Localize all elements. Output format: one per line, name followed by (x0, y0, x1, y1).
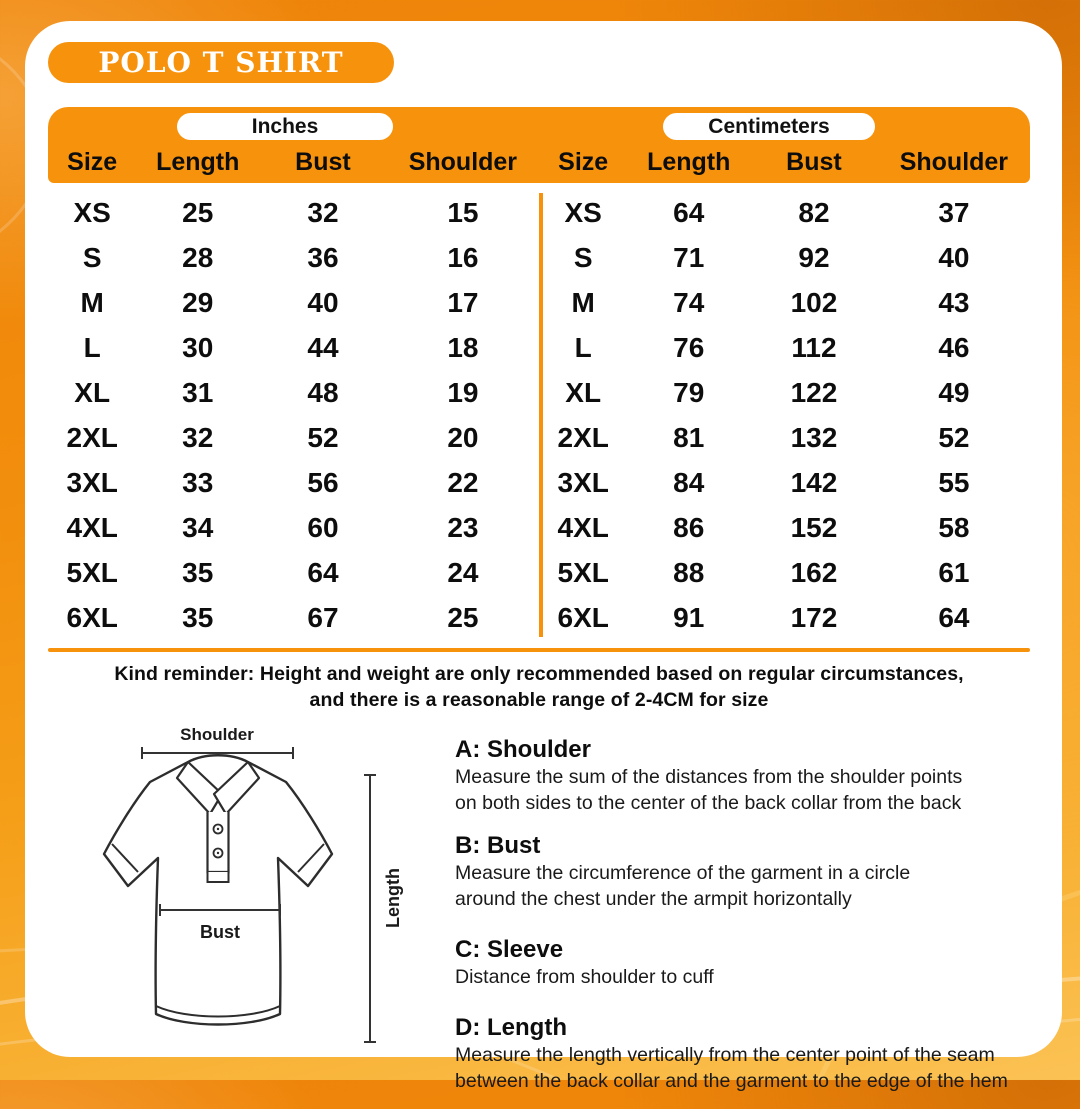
polo-measurement-diagram (70, 722, 410, 1052)
column-header-shoulder: Shoulder (899, 147, 1009, 176)
table-cell: L (83, 331, 101, 363)
table-row (48, 235, 539, 280)
table-cell: 88 (673, 556, 705, 588)
page-title: POLO T SHIRT (98, 46, 344, 79)
table-cell: L (574, 331, 592, 363)
content-card (25, 21, 1062, 1092)
table-cell: 29 (182, 286, 214, 318)
table-row (539, 505, 1030, 550)
table-header-band (48, 107, 1030, 183)
column-header-bust: Bust (786, 147, 842, 176)
reminder-note (48, 661, 1030, 713)
table-cell: 52 (938, 421, 970, 453)
table-cell: 48 (307, 376, 339, 408)
table-cell: 84 (673, 466, 705, 498)
table-cell: 35 (182, 601, 214, 633)
table-cell: 34 (182, 511, 214, 543)
section-rule (48, 648, 1030, 652)
table-cell: 19 (447, 376, 479, 408)
guide-text-line: between the back collar and the garment to the edge of the hem (455, 1070, 1008, 1092)
table-row (539, 325, 1030, 370)
table-cell: 32 (307, 196, 339, 228)
inches-table (48, 190, 539, 640)
button-hole (217, 828, 219, 830)
table-cell: 60 (307, 511, 339, 543)
table-cell: 16 (447, 241, 479, 273)
table-cell: 24 (447, 556, 479, 588)
table-cell: 4XL (557, 511, 609, 543)
length-label: Length (383, 868, 403, 928)
column-header-row (48, 143, 1030, 181)
table-cell: XL (565, 376, 602, 408)
table-cell: 172 (790, 601, 838, 633)
guide-text-line: Measure the sum of the distances from the shoulder points (455, 766, 963, 788)
table-cell: 122 (790, 376, 838, 408)
table-row (539, 550, 1030, 595)
table-cell: 23 (447, 511, 479, 543)
guide-length (455, 1013, 1055, 1094)
column-header-shoulder: Shoulder (408, 147, 518, 176)
guide-heading: B: Bust (455, 832, 541, 859)
guide-text-line: Distance from shoulder to cuff (455, 966, 714, 988)
column-header-length: Length (647, 147, 731, 176)
table-row (539, 280, 1030, 325)
table-cell: 49 (938, 376, 970, 408)
table-cell: S (82, 241, 102, 273)
table-row (539, 415, 1030, 460)
table-row (48, 460, 539, 505)
guide-text-line: around the chest under the armpit horizontally (455, 888, 852, 910)
table-cell: 3XL (557, 466, 609, 498)
table-cell: S (573, 241, 593, 273)
table-row (539, 235, 1030, 280)
title-badge (48, 42, 394, 83)
guide-shoulder (455, 735, 1055, 816)
unit-badge-inches: Inches (177, 113, 393, 140)
table-row (539, 190, 1030, 235)
table-row (48, 190, 539, 235)
table-row (48, 505, 539, 550)
table-cell: 58 (938, 511, 970, 543)
table-row (48, 370, 539, 415)
table-cell: 82 (798, 196, 830, 228)
table-cell: 86 (673, 511, 705, 543)
reminder-line-1: Kind reminder: Height and weight are only recommended based on regular circumstances, (114, 663, 964, 685)
table-cell: 36 (307, 241, 339, 273)
column-header-size: Size (67, 147, 118, 176)
table-cell: 28 (182, 241, 214, 273)
guide-text-line: Measure the circumference of the garment in a circle (455, 862, 911, 884)
table-cell: 43 (938, 286, 970, 318)
table-row (539, 370, 1030, 415)
table-cell: 33 (182, 466, 214, 498)
table-cell: 52 (307, 421, 339, 453)
table-cell: 81 (673, 421, 705, 453)
centimeters-table (539, 190, 1030, 640)
table-cell: 25 (447, 601, 479, 633)
table-cell: 22 (447, 466, 479, 498)
table-cell: 91 (673, 601, 705, 633)
table-cell: 56 (307, 466, 339, 498)
table-cell: 152 (790, 511, 838, 543)
table-cell: 74 (673, 286, 705, 318)
table-cell: 5XL (66, 556, 118, 588)
table-cell: 142 (790, 466, 838, 498)
table-cell: M (571, 286, 595, 318)
table-cell: 40 (938, 241, 970, 273)
table-cell: 15 (447, 196, 479, 228)
table-cell: 64 (938, 601, 970, 633)
table-cell: 67 (307, 601, 339, 633)
table-row (48, 595, 539, 640)
placket-foot (208, 872, 229, 882)
measurement-guide (455, 735, 1055, 1109)
inches-header-group (48, 143, 539, 181)
guide-heading: C: Sleeve (455, 936, 564, 963)
table-cell: 64 (307, 556, 339, 588)
guide-heading: A: Shoulder (455, 736, 591, 763)
table-cell: 2XL (66, 421, 118, 453)
table-row (539, 595, 1030, 640)
table-cell: 6XL (66, 601, 118, 633)
table-cell: 20 (447, 421, 479, 453)
table-cell: 17 (447, 286, 479, 318)
table-cell: 18 (447, 331, 479, 363)
table-cell: 40 (307, 286, 339, 318)
guide-text-line: Measure the length vertically from the center point of the seam (455, 1044, 995, 1066)
table-cell: 32 (182, 421, 214, 453)
table-row (48, 325, 539, 370)
table-cell: 2XL (557, 421, 609, 453)
table-divider (539, 193, 543, 637)
placket (208, 812, 229, 872)
table-cell: 35 (182, 556, 214, 588)
table-cell: 71 (673, 241, 705, 273)
column-header-bust: Bust (295, 147, 351, 176)
table-cell: XS (564, 196, 602, 228)
table-row (48, 415, 539, 460)
bust-label: Bust (200, 922, 240, 942)
table-cell: XL (74, 376, 111, 408)
table-cell: 31 (182, 376, 214, 408)
table-cell: M (80, 286, 104, 318)
table-cell: 37 (938, 196, 970, 228)
table-cell: 162 (790, 556, 838, 588)
table-cell: XS (73, 196, 111, 228)
table-row (48, 280, 539, 325)
table-cell: 5XL (557, 556, 609, 588)
guide-text-line: on both sides to the center of the back collar from the back (455, 792, 962, 814)
table-cell: 132 (790, 421, 838, 453)
table-cell: 76 (673, 331, 705, 363)
table-cell: 92 (798, 241, 830, 273)
column-header-size: Size (558, 147, 609, 176)
column-header-length: Length (156, 147, 240, 176)
guide-bust (455, 831, 1055, 912)
table-cell: 44 (307, 331, 339, 363)
shoulder-label: Shoulder (180, 725, 254, 744)
button-hole (217, 852, 219, 854)
reminder-line-2: and there is a reasonable range of 2-4CM for size (309, 689, 769, 711)
table-cell: 112 (791, 331, 837, 363)
table-row (48, 550, 539, 595)
table-cell: 79 (673, 376, 705, 408)
table-cell: 4XL (66, 511, 118, 543)
table-cell: 61 (938, 556, 970, 588)
table-cell: 25 (182, 196, 214, 228)
table-cell: 6XL (557, 601, 609, 633)
table-row (539, 460, 1030, 505)
guide-heading: D: Length (455, 1014, 567, 1041)
table-cell: 3XL (66, 466, 118, 498)
table-cell: 102 (790, 286, 838, 318)
centimeters-header-group (539, 143, 1030, 181)
table-cell: 55 (938, 466, 970, 498)
table-cell: 46 (938, 331, 970, 363)
table-cell: 30 (182, 331, 214, 363)
unit-badge-centimeters: Centimeters (663, 113, 875, 140)
table-cell: 64 (673, 196, 705, 228)
guide-sleeve (455, 935, 1055, 990)
